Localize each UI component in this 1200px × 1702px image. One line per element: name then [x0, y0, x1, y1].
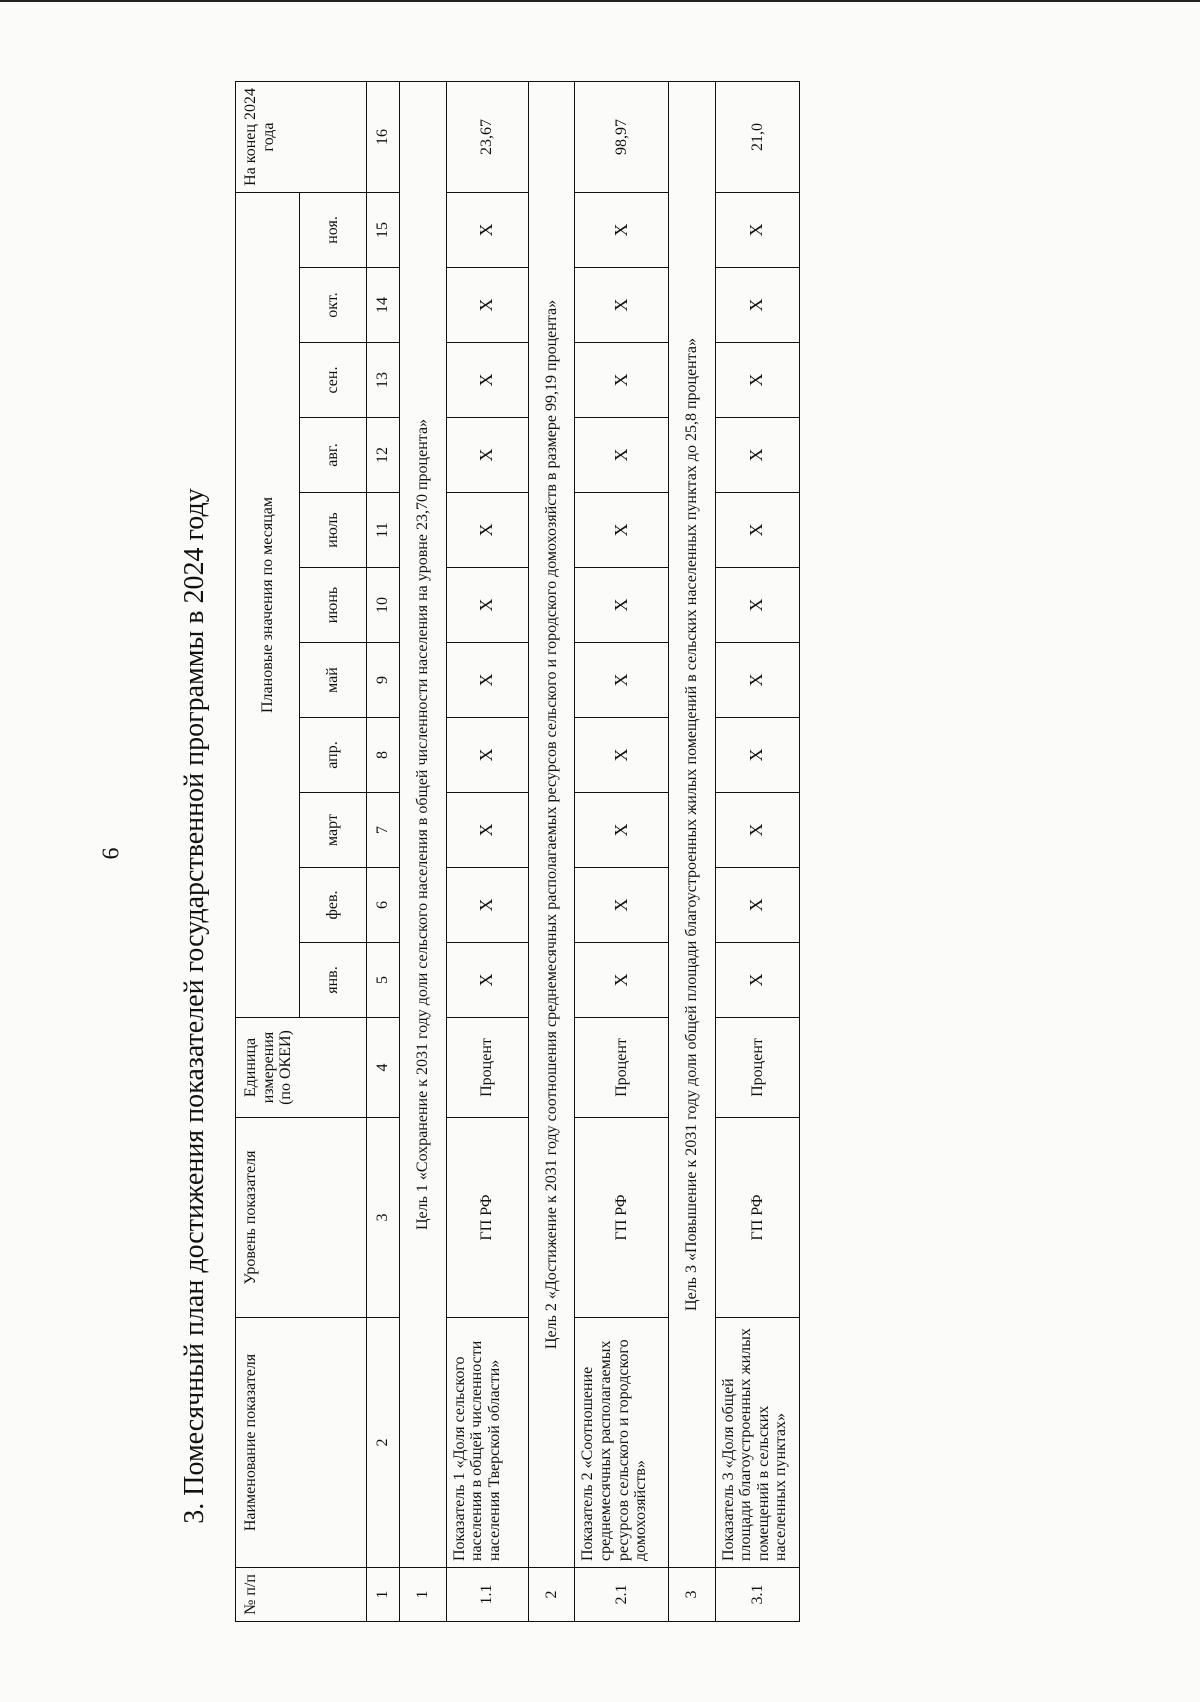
month-value: X — [446, 868, 528, 943]
month-value: X — [715, 493, 799, 568]
header-level: Уровень показателя — [236, 1118, 367, 1318]
indicator-level: ГП РФ — [575, 1118, 669, 1318]
column-number: 6 — [367, 868, 400, 943]
month-value: X — [446, 718, 528, 793]
column-number: 4 — [367, 1018, 400, 1118]
indicator-id: 2.1 — [575, 1568, 669, 1622]
column-number: 3 — [367, 1118, 400, 1318]
month-value: X — [575, 718, 669, 793]
month-value: X — [575, 568, 669, 643]
goal-row — [400, 81, 447, 1621]
indicator-row — [715, 81, 799, 1621]
column-number-row — [367, 81, 400, 1621]
indicator-row — [446, 81, 528, 1621]
header-month: июнь — [300, 568, 367, 643]
month-value: X — [446, 268, 528, 343]
goal-row — [668, 81, 715, 1621]
column-number: 1 — [367, 1568, 400, 1622]
goal-text: Цель 1 «Сохранение к 2031 году доли сельского населения в общей численности населения на уровне 23,70 процента» — [400, 81, 447, 1567]
column-number: 8 — [367, 718, 400, 793]
month-value: X — [715, 943, 799, 1018]
month-value: X — [715, 268, 799, 343]
page-title: 3. Помесячный план достижения показателей государственной программы в 2024 году — [179, 488, 210, 1524]
indicator-id: 1.1 — [446, 1568, 528, 1622]
month-value: X — [446, 643, 528, 718]
indicator-level: ГП РФ — [715, 1118, 799, 1318]
header-month: март — [300, 793, 367, 868]
indicator-unit: Процент — [575, 1018, 669, 1118]
end-of-year-value: 98,97 — [575, 81, 669, 192]
header-id: № п/п — [236, 1568, 367, 1622]
monthly-plan-table — [235, 81, 800, 1622]
column-number: 10 — [367, 568, 400, 643]
header-month: фев. — [300, 868, 367, 943]
indicator-unit: Процент — [715, 1018, 799, 1118]
end-of-year-value: 21,0 — [715, 81, 799, 192]
goal-row — [528, 81, 575, 1621]
month-value: X — [446, 343, 528, 418]
header-month: апр. — [300, 718, 367, 793]
end-of-year-value: 23,67 — [446, 81, 528, 192]
month-value: X — [446, 418, 528, 493]
goal-text: Цель 2 «Достижение к 2031 году соотношения среднемесячных располагаемых ресурсов сельского и городского домохозяйств в размере 99,19 процента» — [528, 81, 575, 1567]
month-value: X — [715, 868, 799, 943]
header-month: окт. — [300, 268, 367, 343]
month-value: X — [575, 643, 669, 718]
month-value: X — [446, 943, 528, 1018]
month-value: X — [715, 568, 799, 643]
header-monthly-group: Плановые значения по месяцам — [236, 192, 300, 1017]
header-end: На конец 2024 года — [236, 81, 367, 192]
month-value: X — [575, 493, 669, 568]
month-value: X — [446, 793, 528, 868]
indicator-row — [575, 81, 669, 1621]
goal-id: 2 — [528, 1568, 575, 1622]
column-number: 13 — [367, 343, 400, 418]
month-value: X — [446, 192, 528, 267]
header-month: янв. — [300, 943, 367, 1018]
column-number: 11 — [367, 493, 400, 568]
goal-id: 3 — [668, 1568, 715, 1622]
month-value: X — [446, 568, 528, 643]
month-value: X — [715, 643, 799, 718]
column-number: 2 — [367, 1318, 400, 1568]
indicator-name: Показатель 2 «Соотношение среднемесячных располагаемых ресурсов сельского и городского домохозяйств» — [575, 1318, 669, 1568]
column-number: 9 — [367, 643, 400, 718]
month-value: X — [575, 793, 669, 868]
month-value: X — [575, 943, 669, 1018]
header-month: май — [300, 643, 367, 718]
indicator-name: Показатель 1 «Доля сельского населения в общей численности населения Тверской области» — [446, 1318, 528, 1568]
column-number: 5 — [367, 943, 400, 1018]
goal-text: Цель 3 «Повышение к 2031 году доли общей площади благоустроенных жилых помещений в сельских населенных пунктах до 25,8 процента» — [668, 81, 715, 1567]
month-value: X — [715, 793, 799, 868]
header-unit: Единица измерения (по ОКЕИ) — [236, 1018, 367, 1118]
month-value: X — [575, 343, 669, 418]
indicator-table-container — [235, 82, 800, 1622]
column-number: 12 — [367, 418, 400, 493]
header-month: авг. — [300, 418, 367, 493]
month-value: X — [715, 418, 799, 493]
header-month: июль — [300, 493, 367, 568]
header-month: сен. — [300, 343, 367, 418]
month-value: X — [446, 493, 528, 568]
month-value: X — [715, 718, 799, 793]
column-number: 7 — [367, 793, 400, 868]
page-edge — [0, 0, 1200, 2]
month-value: X — [575, 268, 669, 343]
header-month: ноя. — [300, 192, 367, 267]
header-name: Наименование показателя — [236, 1318, 367, 1568]
column-number: 14 — [367, 268, 400, 343]
page-number: 6 — [98, 847, 125, 860]
indicator-level: ГП РФ — [446, 1118, 528, 1318]
indicator-name: Показатель 3 «Доля общей площади благоустроенных жилых помещений в сельских населенных пунктах» — [715, 1318, 799, 1568]
month-value: X — [715, 343, 799, 418]
indicator-unit: Процент — [446, 1018, 528, 1118]
column-number: 16 — [367, 81, 400, 192]
goal-id: 1 — [400, 1568, 447, 1622]
month-value: X — [715, 192, 799, 267]
month-value: X — [575, 418, 669, 493]
month-value: X — [575, 868, 669, 943]
indicator-id: 3.1 — [715, 1568, 799, 1622]
column-number: 15 — [367, 192, 400, 267]
month-value: X — [575, 192, 669, 267]
